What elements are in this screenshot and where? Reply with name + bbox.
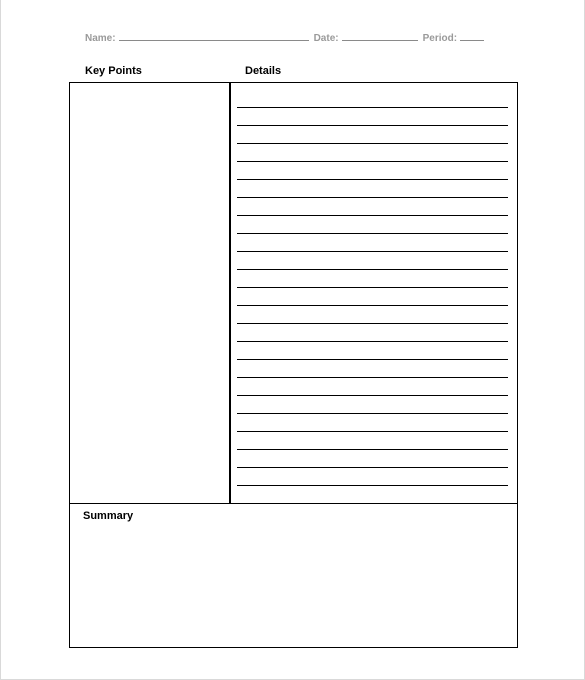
- details-rule-line: [237, 341, 508, 342]
- details-rule-line: [237, 143, 508, 144]
- details-rule-line: [237, 107, 508, 108]
- details-rule-line: [237, 269, 508, 270]
- details-rule-line: [237, 395, 508, 396]
- notes-table: [69, 82, 518, 648]
- details-rule-line: [237, 215, 508, 216]
- date-label: Date:: [313, 33, 339, 44]
- date-blank[interactable]: [342, 31, 418, 41]
- details-rule-line: [237, 467, 508, 468]
- period-label: Period:: [422, 33, 458, 44]
- details-rule-line: [237, 251, 508, 252]
- details-rule-line: [237, 431, 508, 432]
- summary-label: Summary: [83, 510, 134, 522]
- name-label: Name:: [85, 33, 116, 44]
- name-blank[interactable]: [119, 31, 309, 41]
- details-rule-line: [237, 449, 508, 450]
- key-points-cell[interactable]: [70, 83, 229, 503]
- period-blank[interactable]: [460, 31, 484, 41]
- details-cell[interactable]: [231, 83, 517, 503]
- details-rule-line: [237, 287, 508, 288]
- details-rule-line: [237, 233, 508, 234]
- details-rule-line: [237, 125, 508, 126]
- student-info-line: [85, 31, 489, 44]
- details-rule-line: [237, 323, 508, 324]
- details-rule-line: [237, 197, 508, 198]
- details-rule-line: [237, 359, 508, 360]
- details-rule-line: [237, 305, 508, 306]
- details-rule-line: [237, 413, 508, 414]
- details-heading: Details: [245, 65, 282, 77]
- details-rule-line: [237, 485, 508, 486]
- summary-cell[interactable]: [70, 504, 517, 647]
- details-rule-line: [237, 377, 508, 378]
- key-points-heading: Key Points: [85, 65, 142, 77]
- details-rule-line: [237, 179, 508, 180]
- details-rule-line: [237, 161, 508, 162]
